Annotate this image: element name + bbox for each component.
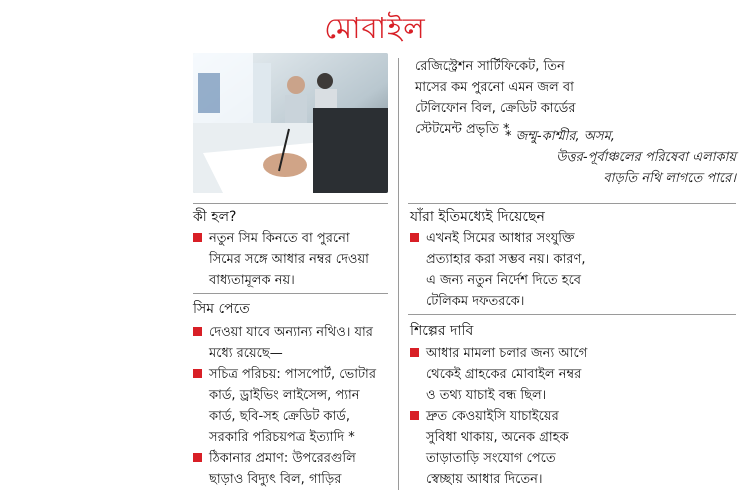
section-rule xyxy=(193,203,388,204)
bullet-line: টেলিকম দফতরকে। xyxy=(426,294,525,309)
footnote-line: উত্তর-পূর্বাঞ্চলের পরিষেবা এলাকায় xyxy=(556,150,736,165)
column-divider xyxy=(398,58,399,490)
section-already-given xyxy=(410,228,585,312)
bullet-line: বাধ্যতামূলক নয়। xyxy=(209,273,295,288)
footnote-block xyxy=(415,147,736,189)
bullet-item xyxy=(410,406,587,490)
bullet-square-icon xyxy=(410,348,419,357)
right-intro-line: টেলিফোন বিল, ক্রেডিট কার্ডের xyxy=(415,101,576,116)
bullet-line: কার্ড, ড্রাইভিং লাইসেন্স, প্যান xyxy=(209,388,360,403)
bullet-line: আধার মামলা চলার জন্য আগে xyxy=(426,346,588,361)
bullet-square-icon xyxy=(410,233,419,242)
bullet-square-icon xyxy=(410,411,419,420)
bullet-line: দেওয়া যাবে অন্যান্য নথিও। যার xyxy=(209,325,373,340)
bullet-line: সুবিধা থাকায়, অনেক গ্রাহক xyxy=(426,430,569,445)
right-intro-line: মাসের কম পুরনো এমন জল বা xyxy=(415,80,574,95)
bullet-item xyxy=(410,228,585,312)
photo-illustration xyxy=(193,53,388,193)
bullet-line: ঠিকানার প্রমাণ: উপরেরগুলি xyxy=(209,451,356,466)
page-title: মোবাইল xyxy=(324,11,426,45)
bullet-line: মধ্যে রয়েছে— xyxy=(209,346,283,361)
section-industry-claim xyxy=(410,343,587,490)
footnote-line: বাড়তি নথি লাগতে পারে। xyxy=(603,171,736,186)
bullet-item xyxy=(193,448,376,490)
bullet-square-icon xyxy=(193,369,202,378)
bullet-line: তাড়াতাড়ি সংযোগ পেতে xyxy=(426,451,556,466)
bullet-item xyxy=(193,322,376,364)
bullet-square-icon xyxy=(193,233,202,242)
bullet-item xyxy=(193,228,369,291)
bullet-square-icon xyxy=(193,327,202,336)
right-intro-line: রেজিস্ট্রেশন সার্টিফিকেট, তিন xyxy=(415,59,565,74)
bullet-line: স্বেচ্ছায় আধার দিতেন। xyxy=(426,472,543,487)
section-what-happened xyxy=(193,228,369,291)
section-heading-what-happened: কী হল? xyxy=(193,209,237,225)
right-intro-line: স্টেটমেন্ট প্রভৃতি * xyxy=(415,122,510,137)
bullet-line: নতুন সিম কিনতে বা পুরনো xyxy=(209,231,350,246)
bullet-line: ও তথ্য যাচাই বন্ধ ছিল। xyxy=(426,388,547,403)
bullet-line: ছাড়াও বিদ্যুৎ বিল, গাড়ির xyxy=(209,472,342,487)
bullet-line: সরকারি পরিচয়পত্র ইত্যাদি * xyxy=(209,430,355,445)
bullet-square-icon xyxy=(193,453,202,462)
bullet-item xyxy=(410,343,587,406)
bullet-line: এখনই সিমের আধার সংযুক্তি xyxy=(426,231,575,246)
bullet-line: কার্ড, ছবি-সহ ক্রেডিট কার্ড, xyxy=(209,409,350,424)
section-heading-industry-claim: শিল্পের দাবি xyxy=(410,323,474,339)
section-heading-already-given: যাঁরা ইতিমধ্যেই দিয়েছেন xyxy=(410,209,545,225)
bullet-item xyxy=(193,364,376,448)
bullet-line: এ জন্য নতুন নির্দেশ দিতে হবে xyxy=(426,273,582,288)
bullet-line: দ্রুত কেওয়াইসি যাচাইয়ের xyxy=(426,409,559,424)
bullet-line: সচিত্র পরিচয়: পাসপোর্ট, ভোটার xyxy=(209,367,376,382)
section-heading-get-sim: সিম পেতে xyxy=(193,301,250,317)
bullet-line: থেকেই গ্রাহকের মোবাইল নম্বর xyxy=(426,367,582,382)
section-rule xyxy=(193,293,388,294)
bullet-line: সিমের সঙ্গে আধার নম্বর দেওয়া xyxy=(209,252,369,267)
section-get-sim xyxy=(193,322,376,490)
section-rule xyxy=(408,314,736,315)
footnote-line: * জম্মু-কাশ্মীর, অসম, xyxy=(505,129,615,144)
bullet-line: প্রত্যাহার করা সম্ভব নয়। কারণ, xyxy=(426,252,586,267)
section-rule xyxy=(408,203,736,204)
photo-signing-document xyxy=(193,53,388,193)
